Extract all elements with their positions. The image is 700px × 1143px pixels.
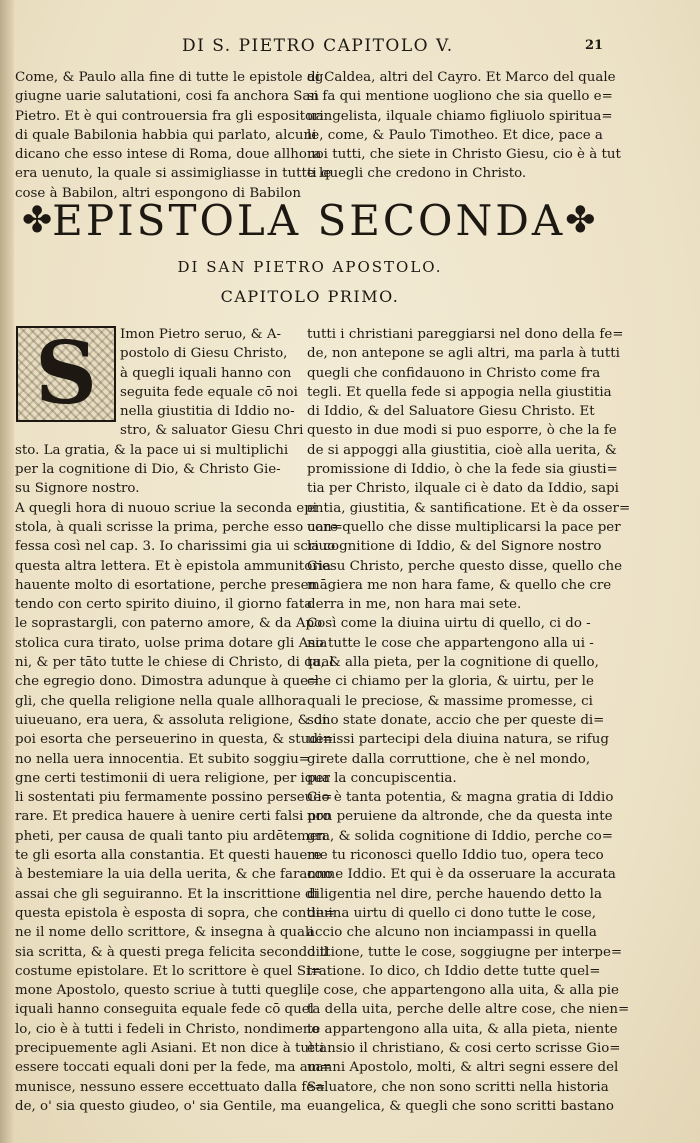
text-line: tegli. Et quella fede si appogia nella giustitia	[307, 384, 612, 400]
text-line: li sostentati piu fermamente possino perseue=	[15, 790, 333, 806]
text-line: pheti, per causa de quali tanto piu ardētemen	[15, 828, 327, 844]
text-line: me tu riconosci quello Iddio tuo, opera teco	[307, 848, 604, 864]
text-line: Cio è tanta potentia, & magna gratia di Iddio	[307, 790, 614, 806]
text-line: Così come la diuina uirtu di quello, ci do -	[307, 616, 591, 632]
text-line: le cose, che appartengono alla uita, & alla pie	[307, 983, 619, 999]
text-line: gne certi testimonii di uera religione, per iqua	[15, 770, 330, 786]
text-line: stolica cura tirato, uolse prima dotare gli Asia	[15, 635, 328, 651]
text-line: era uenuto, la quale si assimigliasse in tutte le	[15, 166, 332, 182]
text-line: māgiera me non hara fame, & quello che cre	[307, 577, 612, 593]
text-line: questo in due modi si puo esporre, ò che la fe	[307, 423, 617, 439]
decorated-initial-letter: S	[34, 323, 98, 424]
epistle-subtitle: DI SAN PIETRO APOSTOLO.	[177, 258, 443, 276]
fleuron-left-icon: ✤	[22, 200, 53, 241]
text-line: precipuemente agli Asiani. Et non dice à tutti	[15, 1041, 325, 1056]
text-line: di Caldea, altri del Cayro. Et Marco del quale	[307, 70, 616, 85]
initial-spacer	[15, 325, 303, 441]
text-line: su Signore nostro.	[15, 481, 140, 497]
text-line: stola, à quali scrisse la prima, perche esso con=	[15, 519, 343, 535]
text-line: dicano che esso intese di Roma, doue allhora	[15, 147, 322, 163]
text-line: gra, & solida cognitione di Iddio, perche co=	[307, 828, 613, 844]
right-main-column	[307, 325, 631, 1116]
text-line: à bestemiare la uia della uerita, & che faranno	[15, 867, 333, 883]
text-line: munisce, nessuno essere eccettuato dalla fe=	[15, 1079, 326, 1095]
text-line: à quegli iquali hanno con	[120, 365, 292, 381]
epistle-title	[22, 196, 596, 245]
text-line: te appartengono alla uita, & alla pieta, niente	[307, 1021, 618, 1037]
text-line: no nella uera innocentia. Et subito soggiu=	[15, 751, 310, 767]
text-line: diligentia nel dire, perche hauendo detto la	[307, 886, 602, 902]
text-line: uiueuano, era uera, & assoluta religione, & di	[15, 712, 327, 728]
text-line: promissione di Iddio, ò che la fede sia giusti=	[307, 462, 618, 478]
text-line: euangelica, & quegli che sono scritti bastano	[307, 1098, 614, 1114]
chapter-heading: CAPITOLO PRIMO.	[220, 287, 400, 306]
text-line: diuina uirtu di quello ci dono tutte le cose,	[307, 905, 596, 921]
text-line: ne il nome dello scrittore, & insegna à quali	[15, 925, 314, 941]
text-line: A quegli hora di nuouo scriue la seconda epi	[15, 500, 318, 516]
text-line: tutti i christiani pareggiarsi nel dono della fe=	[307, 327, 624, 342]
text-line: hauente molto di esortatione, perche presen	[15, 577, 318, 593]
text-line: lo, cio è à tutti i fedeli in Christo, nondimeno	[15, 1021, 320, 1037]
text-line: te gli esorta alla constantia. Et questi hauere	[15, 848, 322, 864]
text-line: non peruiene da altronde, che da questa inte	[307, 809, 613, 825]
text-line: ta della uita, perche delle altre cose, che nien=	[307, 1002, 630, 1018]
text-line: è ansio il christiano, & cosi certo scrisse Gio=	[307, 1040, 621, 1056]
text-line: stro, & saluator Giesu Chri	[120, 423, 304, 439]
text-line: uoi tutti, che siete in Christo Giesu, cio è à tut	[307, 147, 621, 163]
top-right-column	[307, 68, 621, 184]
text-line: questa epistola è esposta di sopra, che contie=	[15, 905, 336, 921]
left-main-column	[15, 325, 343, 1116]
epistle-title-text: EPISTOLA SECONDA	[52, 196, 566, 245]
text-line: questa altra lettera. Et è epistola ammunitoria	[15, 558, 331, 574]
text-line: assai che gli seguiranno. Et la inscrittione di	[15, 886, 318, 902]
text-line: sto. La gratia, & la pace ui si multiplichi	[15, 442, 289, 458]
text-line: ti quegli che credono in Christo.	[307, 166, 527, 182]
text-line: giugne uarie salutationi, cosi fa anchora San	[15, 89, 319, 105]
text-line: quegli che confidauono in Christo come fra	[307, 365, 601, 381]
text-line: no tutte le cose che appartengono alla ui -	[307, 635, 594, 651]
text-line: Saluatore, che non sono scritti nella historia	[307, 1079, 609, 1095]
text-line: uare quello che disse multiplicarsi la pace per	[307, 519, 621, 535]
text-line: girete dalla corruttione, che è nel mondo,	[307, 751, 591, 767]
text-line: sono state donate, accio che per queste di=	[307, 712, 605, 728]
text-line: si fa qui mentione uogliono che sia quello e=	[307, 89, 613, 105]
fleuron-right-icon: ✤	[565, 200, 596, 241]
text-line: Come, & Paulo alla fine di tutte le epistole ag	[15, 70, 324, 85]
text-line: derra in me, non hara mai sete.	[307, 597, 522, 613]
text-line: de, non antepone se agli altri, ma parla à tutti	[307, 346, 620, 362]
text-line: Imon Pietro seruo, & A-	[120, 327, 282, 342]
text-line: ta, & alla pieta, per la cognitione di quello,	[307, 655, 599, 671]
text-line: sia scritta, & à questi prega felicita secondo il	[15, 944, 329, 960]
text-line: di Iddio, & del Saluatore Giesu Christo. Et	[307, 404, 595, 420]
text-line: uangelista, ilquale chiamo figliuolo spiritua=	[307, 108, 613, 124]
text-line: quali le preciose, & massime promesse, ci	[307, 693, 593, 709]
text-line: fessa così nel cap. 3. Io charissimi gia ui scriuo	[15, 539, 336, 555]
text-line: accio che alcuno non inciampassi in quella	[307, 925, 597, 941]
text-line: tratione. Io dico, ch Iddio dette tutte quel=	[307, 963, 601, 979]
text-line: de si appoggi alla giustitia, cioè alla uerita, &	[307, 442, 617, 458]
folio-number: 21	[585, 38, 604, 53]
text-line: che egregio dono. Dimostra adunque à que=	[15, 674, 320, 690]
text-line: tia per Christo, ilquale ci è dato da Iddio, sapi	[307, 481, 619, 497]
text-line: cose à Babilon, altri espongono di Babilon	[15, 185, 301, 201]
text-line: nella giustitia di Iddio no-	[120, 404, 295, 420]
text-line: poi esorta che perseuerino in questa, & studi=	[15, 732, 334, 748]
running-title: DI S. PIETRO CAPITOLO V.	[182, 36, 454, 56]
text-line: ni, & per tāto tutte le chiese di Christo, di qual	[15, 655, 334, 671]
text-line: di quale Babilonia habbia qui parlato, alcuni	[15, 127, 317, 143]
text-line: per la concupiscentia.	[307, 770, 457, 786]
text-line: che ci chiamo per la gloria, & uirtu, per le	[307, 674, 594, 690]
text-line: le soprastargli, con paterno amore, & da Apo	[15, 616, 323, 632]
text-line: come Iddio. Et qui è da osseruare la accurata	[307, 867, 616, 883]
text-line: gli, che quella religione nella quale allhora	[15, 693, 307, 709]
text-line: costume epistolare. Et lo scrittore è quel Si=	[15, 963, 322, 979]
text-line: Giesu Christo, perche questo disse, quello che	[307, 558, 623, 574]
text-line: dittione, tutte le cose, soggiugne per interpe=	[307, 944, 623, 960]
text-line: la cognitione di Iddio, & del Signore nostro	[307, 539, 602, 555]
text-line: iquali hanno conseguita equale fede cō quel	[15, 1002, 314, 1018]
text-line: essere toccati equali doni per la fede, ma am=	[15, 1060, 332, 1076]
text-line: entia, giustitia, & santificatione. Et è da osser=	[307, 500, 631, 516]
text-line: postolo di Giesu Christo,	[120, 346, 288, 362]
text-line: le, come, & Paulo Timotheo. Et dice, pace a	[307, 127, 603, 143]
top-left-column	[15, 68, 332, 203]
text-line: de, o' sia questo giudeo, o' sia Gentile, ma	[15, 1098, 302, 1114]
text-line: rare. Et predica hauere à uenire certi falsi pro	[15, 809, 331, 825]
text-line: Pietro. Et è qui controuersia fra gli espositori	[15, 108, 324, 124]
text-line: uenissi partecipi dela diuina natura, se rifug	[307, 732, 609, 748]
page-gutter-shadow	[0, 0, 14, 1143]
text-line: tendo con certo spirito diuino, il giorno fata	[15, 597, 313, 613]
text-line: uanni Apostolo, molti, & altri segni essere del	[307, 1060, 619, 1076]
text-line: seguita fede equale cō noi	[120, 384, 298, 400]
text-line: per la cognitione di Dio, & Christo Gie-	[15, 462, 281, 478]
text-line: mone Apostolo, questo scriue à tutti quegli,	[15, 983, 312, 999]
